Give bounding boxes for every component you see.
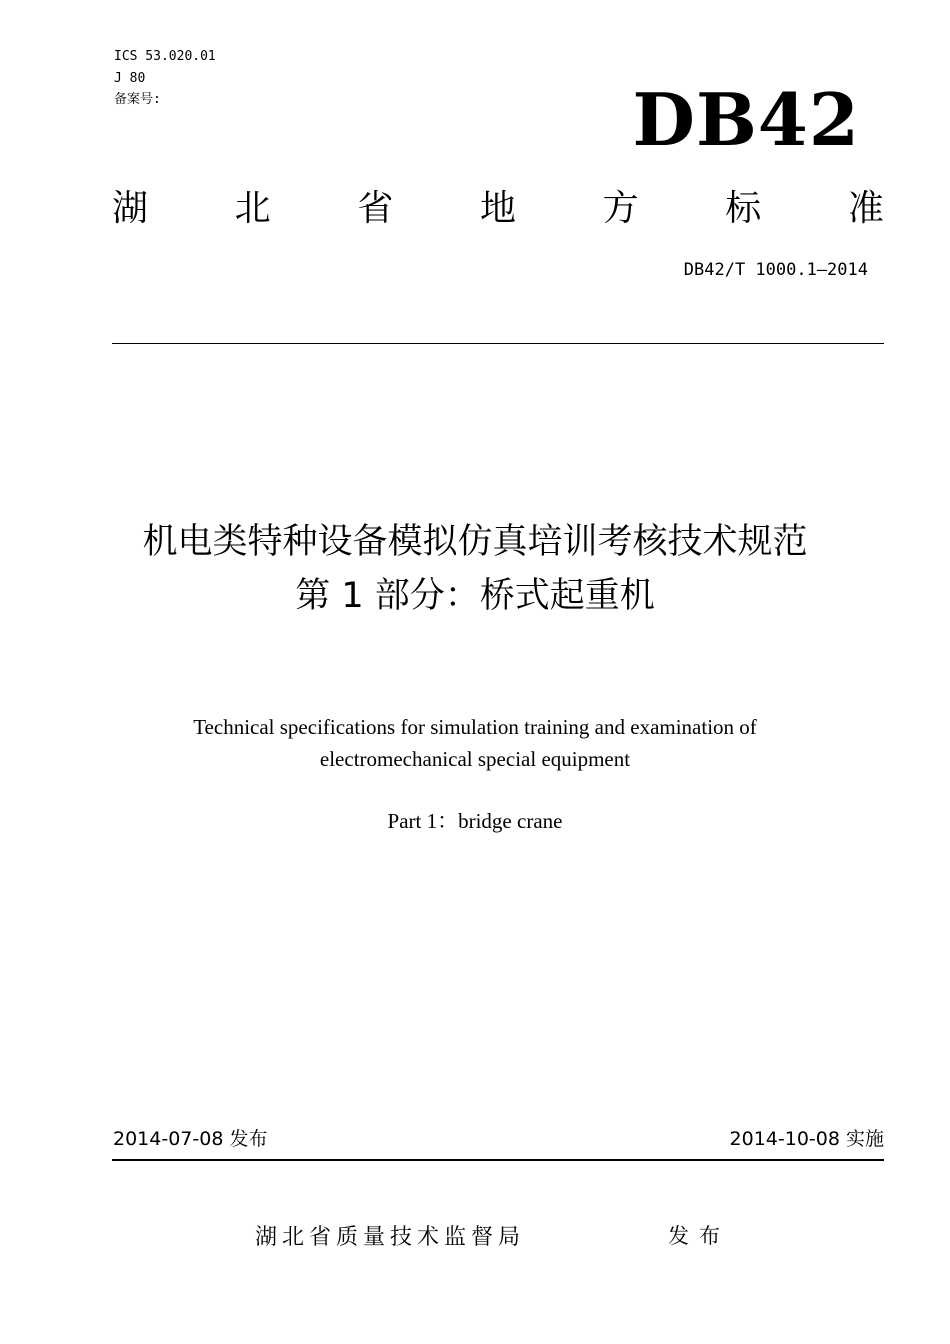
english-title-line-1: Technical specifications for simulation training and examination of bbox=[193, 715, 757, 739]
english-title bbox=[40, 711, 910, 775]
chinese-title bbox=[40, 515, 910, 623]
standard-type-char: 地 bbox=[479, 188, 516, 229]
standard-type-char: 准 bbox=[847, 188, 884, 229]
standard-type-char: 湖 bbox=[112, 188, 149, 229]
ccs-code: J 80 bbox=[114, 70, 146, 86]
standard-type-char: 省 bbox=[357, 188, 394, 229]
filing-number: 备案号: bbox=[114, 92, 161, 107]
chinese-title-line-2: 第 1 部分：桥式起重机 bbox=[295, 576, 655, 616]
ics-code: ICS 53.020.01 bbox=[114, 49, 216, 64]
issuing-authority: 湖北省质量技术监督局 bbox=[255, 1225, 526, 1250]
standard-type-char: 标 bbox=[725, 188, 762, 229]
header-divider bbox=[112, 343, 884, 344]
implementation-date: 2014-10-08 实施 bbox=[729, 1128, 884, 1150]
standard-type-char: 北 bbox=[234, 188, 271, 229]
issue-date: 2014-07-08 发布 bbox=[113, 1128, 268, 1150]
english-part-title: Part 1：bridge crane bbox=[387, 809, 563, 833]
english-title-line-2: electromechanical special equipment bbox=[319, 747, 631, 771]
standard-type-heading bbox=[112, 186, 884, 232]
standard-number: DB42/T 1000.1—2014 bbox=[683, 260, 868, 280]
issue-action: 发布 bbox=[668, 1224, 730, 1248]
db42-logo: DB42 bbox=[632, 77, 860, 162]
classification-block bbox=[114, 46, 216, 111]
chinese-title-line-1: 机电类特种设备模拟仿真培训考核技术规范 bbox=[142, 522, 808, 562]
standard-type-char: 方 bbox=[602, 188, 639, 229]
footer-divider bbox=[112, 1159, 884, 1161]
